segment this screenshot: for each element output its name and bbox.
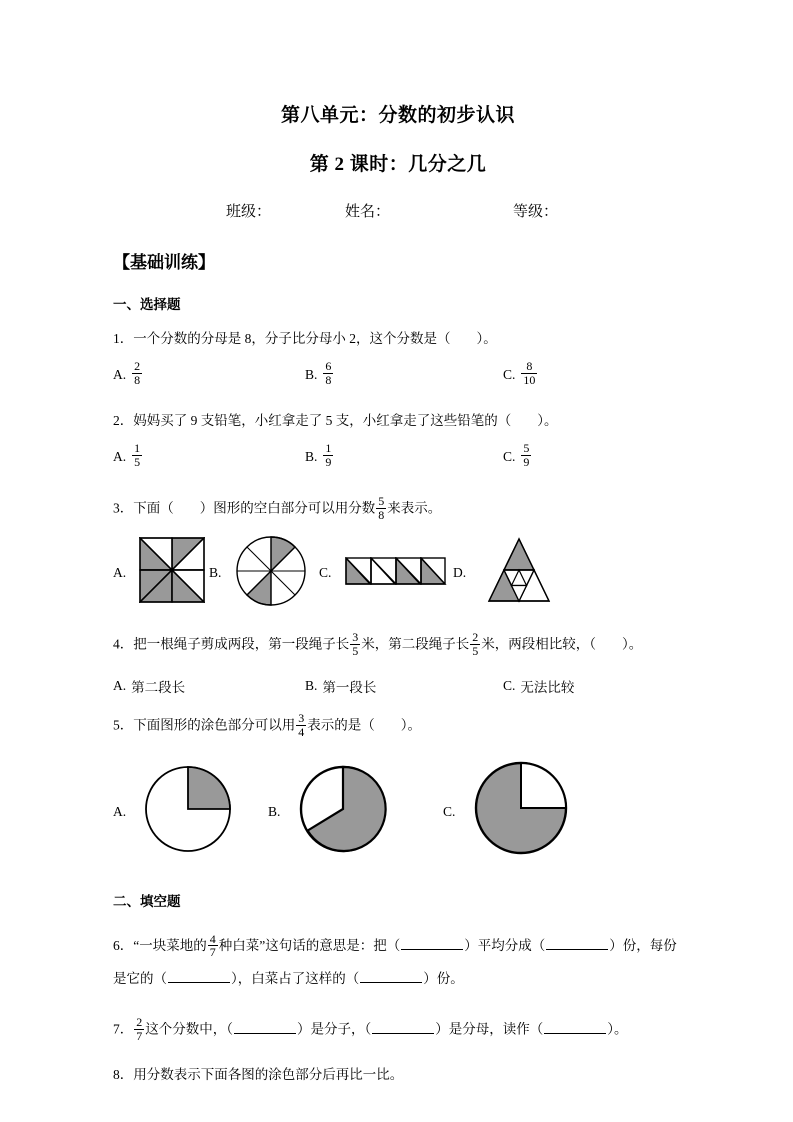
q4-option-b[interactable] [305,676,376,696]
figure-circle-eight-sectors [235,535,307,607]
q4-fraction-1: $\frac{3}{5}$ [352,630,359,659]
question-5-text [113,713,683,740]
q4-option-c-text: 无法比较 [520,680,575,696]
q4-part2: 米，第二段绳子长 [361,636,470,652]
q2-tail: ）。 [537,413,558,429]
q1-tail: ）。 [476,331,497,346]
q8-seg1: 用分数表示下面各图的涂色部分后再比一比。 [133,1067,404,1083]
figure-circle-quarter [143,764,233,854]
q1-body: 一个分数的分母是 8，分子比分母小 2，这个分数是（ [133,331,451,346]
q4-option-b-label: B. [305,678,318,694]
part-one-heading: 一、选择题 [113,297,181,312]
q1-option-a-fraction: $\frac{2}{8}$ [134,359,141,388]
question-3-text [113,496,683,523]
q1-option-b-fraction: $\frac{6}{8}$ [325,359,332,388]
q4-option-b-text: 第一段长 [322,680,377,696]
q2-option-c[interactable] [503,443,532,470]
figure-strip-four-squares [345,557,447,585]
question-4-text [113,632,683,659]
q2-option-a[interactable] [113,443,143,470]
q3-fraction: $\frac{5}{8}$ [378,494,385,523]
q5-figure-tag-a: A. [113,804,127,820]
q1-option-a-label: A. [113,366,127,382]
q1-option-c-label: C. [503,366,516,382]
q7-blank-2[interactable] [372,1022,434,1034]
question-4-options [113,676,683,694]
question-2-text [113,414,683,428]
q6-fraction: $\frac{4}{7}$ [209,931,216,960]
q4-fraction-2: $\frac{2}{5}$ [472,630,479,659]
page-title: 第八单元：分数的初步认识 [280,105,515,126]
student-info-row [113,200,683,220]
q7-seg2: ）是分子，（ [297,1021,372,1037]
name-label: 姓名： [345,204,391,220]
q1-option-b[interactable] [305,361,334,388]
q1-number: 1． [113,331,134,346]
question-3-figures [113,535,683,613]
q2-body: 妈妈买了 9 支铅笔，小红拿走了 5 支，小红拿走了这些铅笔的（ [133,413,512,429]
question-6-text [113,929,683,995]
part-two-heading: 二、填空题 [113,894,181,910]
q5-figure-tag-b: B. [268,804,281,820]
q6-blank-3[interactable] [168,971,230,983]
q6-blank-1[interactable] [401,938,463,950]
q6-seg2: 种白菜”这句话的意思是：把（ [218,938,401,954]
q6-seg6: ），白菜占了这样的（ [231,971,360,987]
q4-part4: ）。 [622,636,643,652]
q3-part3: 来表示。 [387,500,442,516]
q5-fraction: $\frac{3}{4}$ [298,711,305,740]
figure-triangle-nested [479,537,559,603]
q7-seg1: 这个分数中，（ [145,1021,233,1037]
q3-figure-tag-c: C. [319,565,332,581]
page-content [113,0,683,1082]
q4-option-a-label: A. [113,678,127,694]
question-1-text [113,332,683,346]
class-label: 班级： [226,204,272,220]
q2-number: 2． [113,413,134,429]
q1-option-b-label: B. [305,366,318,382]
q6-seg7: ）份。 [423,971,464,987]
q6-blank-2[interactable] [546,938,608,950]
q3-figure-tag-d: D. [453,565,467,581]
q6-seg3: ）平均分成（ [464,938,546,954]
figure-square-eight-triangles [139,537,205,603]
question-7-text [113,1017,683,1044]
q6-seg1: “一块菜地的 [133,938,207,954]
q5-part3: ）。 [400,717,421,733]
q4-option-a[interactable] [113,676,185,696]
q2-option-a-label: A. [113,448,127,464]
q6-blank-4[interactable] [360,971,422,983]
q1-option-c[interactable] [503,361,538,388]
q3-part2: ）图形的空白部分可以用分数 [199,500,376,516]
q4-number: 4． [113,636,134,652]
figure-circle-two-thirds [298,764,388,854]
q5-figure-tag-c: C. [443,804,456,820]
q4-part3: 米，两段相比较，（ [481,636,596,652]
section-basic-training: 【基础训练】 [113,253,215,272]
q6-seg4: ）份，每 [609,938,664,954]
q3-figure-tag-b: B. [209,565,222,581]
question-1-options [113,361,683,395]
q2-option-b[interactable] [305,443,334,470]
q7-number: 7． [113,1021,134,1037]
q6-seg5: 份是它的（ [113,938,677,987]
q7-blank-3[interactable] [544,1022,606,1034]
q3-number: 3． [113,500,134,516]
q7-seg4: ）。 [607,1021,628,1037]
q8-number: 8． [113,1067,134,1083]
q4-part1: 把一根绳子剪成两段，第一段绳子长 [133,636,350,652]
page-subtitle: 第 2 课时：几分之几 [309,154,487,175]
q5-part1: 下面图形的涂色部分可以用 [133,717,296,733]
q2-option-c-label: C. [503,448,516,464]
q1-option-c-fraction: $\frac{8}{10}$ [523,359,536,388]
q6-number: 6． [113,938,134,954]
grade-label: 等级： [513,204,559,220]
q7-seg3: ）是分母，读作（ [435,1021,544,1037]
q1-option-a[interactable] [113,361,143,388]
q7-fraction: $\frac{2}{7}$ [136,1015,143,1044]
q4-option-a-text: 第二段长 [131,680,186,696]
q2-option-b-label: B. [305,448,318,464]
q2-option-c-fraction: $\frac{5}{9}$ [523,441,530,470]
question-8-text [113,1068,683,1082]
q5-part2: 表示的是（ [307,717,375,733]
question-5-figures [113,752,683,864]
q3-figure-tag-a: A. [113,565,127,581]
q3-part1: 下面（ [133,500,174,516]
q5-number: 5． [113,717,134,733]
q2-option-b-fraction: $\frac{1}{9}$ [325,441,332,470]
q4-option-c[interactable] [503,676,574,696]
q7-blank-1[interactable] [234,1022,296,1034]
q4-option-c-label: C. [503,678,516,694]
q2-option-a-fraction: $\frac{1}{5}$ [134,441,141,470]
question-2-options [113,443,683,477]
figure-circle-three-quarters [473,760,569,856]
